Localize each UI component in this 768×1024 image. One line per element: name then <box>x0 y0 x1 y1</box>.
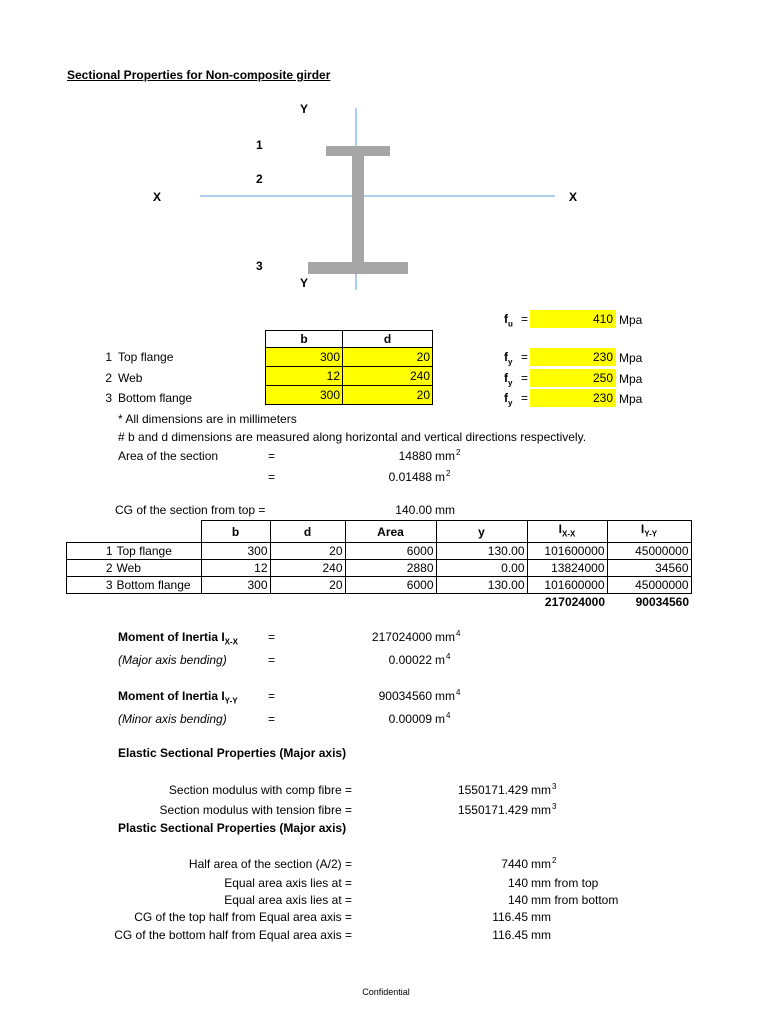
props-row-name: Top flange <box>115 543 202 560</box>
area-eq-1: = <box>268 449 276 463</box>
axis-x-left-label: X <box>153 190 162 204</box>
area-label: Area of the section <box>118 449 219 463</box>
props-cell-iyy: 34560 <box>607 560 691 577</box>
elastic-heading: Elastic Sectional Properties (Major axis) <box>118 746 347 760</box>
area-value-mm: 14880 <box>398 449 432 463</box>
half-area-unit: $mm^2$ <box>531 856 557 871</box>
iyy-label: Moment of Inertia $I_{Y-Y}$ <box>118 689 238 706</box>
props-cell-d: 20 <box>270 543 345 560</box>
props-cell-area: 6000 <box>345 577 436 594</box>
fy-eq-3: = <box>521 391 529 405</box>
axis-x-right-label: X <box>569 190 578 204</box>
props-row-num: 1 <box>67 543 115 560</box>
area-unit-m: $m^2$ <box>435 469 451 484</box>
props-row-name: Web <box>115 560 202 577</box>
bottom-flange-shape <box>308 262 408 274</box>
props-cell-y: 130.00 <box>436 577 527 594</box>
dim-row-name-1: Top flange <box>118 350 174 364</box>
eq-axis-bottom-value: 140 <box>507 893 528 907</box>
page-title: Sectional Properties for Non-composite girder <box>67 68 331 82</box>
props-row-num: 3 <box>67 577 115 594</box>
cg-bottom-half-value: 116.45 <box>492 928 528 942</box>
props-cell-b: 300 <box>201 543 270 560</box>
axis-y-top-label: Y <box>300 102 309 116</box>
fy-unit-3: Mpa <box>619 392 643 406</box>
props-row-num: 2 <box>67 560 115 577</box>
table-row <box>67 560 692 577</box>
tension-fibre-value: 1550171.429 <box>457 803 528 817</box>
dim-header-d: d <box>343 331 433 348</box>
cg-unit: mm <box>435 503 455 517</box>
props-cell-ixx: 13824000 <box>527 560 607 577</box>
props-total-ixx: 217024000 <box>544 595 605 610</box>
fy-label-1: $f_y$ <box>504 350 513 367</box>
ixx-eq: = <box>268 630 276 644</box>
tension-fibre-unit: $mm^3$ <box>531 802 557 817</box>
fy-value-cell-1[interactable]: 230 <box>530 348 616 366</box>
ixx-unit: $mm^4$ <box>435 629 461 644</box>
footer-confidential: Confidential <box>362 987 410 997</box>
props-cell-area: 2880 <box>345 560 436 577</box>
top-flange-shape <box>326 146 390 156</box>
eq-axis-top-label: Equal area axis lies at = <box>224 876 352 890</box>
props-cell-ixx: 101600000 <box>527 577 607 594</box>
cg-bottom-half-unit: mm <box>531 928 551 942</box>
fu-unit: Mpa <box>619 313 643 327</box>
iyy-eq: = <box>268 689 276 703</box>
dim-row-name-2: Web <box>118 371 143 385</box>
cg-label: CG of the section from top = <box>115 503 266 517</box>
dimensions-table <box>265 330 433 405</box>
note-dimensions-units: * All dimensions are in millimeters <box>118 412 297 426</box>
fy-label-2: $f_y$ <box>504 371 513 388</box>
fy-label-3: $f_y$ <box>504 391 513 408</box>
props-header-area: Area <box>345 521 436 543</box>
props-header-y: y <box>436 521 527 543</box>
props-cell-iyy: 45000000 <box>607 543 691 560</box>
props-row-name: Bottom flange <box>115 577 202 594</box>
eq-axis-top-unit: mm from top <box>531 876 599 890</box>
props-total-iyy: 90034560 <box>635 595 689 610</box>
half-area-label: Half area of the section (A/2) = <box>188 857 352 871</box>
minor-axis-label: (Minor axis bending) <box>118 712 227 726</box>
dim-cell-d-2[interactable]: 240 <box>343 367 433 386</box>
iyy-m-unit: $m^4$ <box>435 711 451 726</box>
iyy-m-eq: = <box>268 712 276 726</box>
part-label-2: 2 <box>256 172 263 186</box>
area-value-m: 0.01488 <box>388 470 432 484</box>
comp-fibre-value: 1550171.429 <box>457 783 528 797</box>
major-axis-label: (Major axis bending) <box>118 653 227 667</box>
props-header-ixx: $I_{X-X}$ <box>527 521 607 543</box>
dim-header-b: b <box>266 331 343 348</box>
table-row <box>67 577 692 594</box>
fy-unit-2: Mpa <box>619 372 643 386</box>
iyy-value: 90034560 <box>378 689 432 703</box>
ixx-label: Moment of Inertia $I_{X-X}$ <box>118 630 239 647</box>
iyy-unit: $mm^4$ <box>435 688 461 703</box>
props-header-d: d <box>270 521 345 543</box>
fu-value-cell[interactable]: 410 <box>530 310 616 328</box>
props-cell-b: 300 <box>201 577 270 594</box>
dim-cell-b-2[interactable]: 12 <box>266 367 343 386</box>
props-cell-y: 130.00 <box>436 543 527 560</box>
eq-axis-top-value: 140 <box>507 876 528 890</box>
dim-row-num-3: 3 <box>105 391 112 405</box>
plastic-heading: Plastic Sectional Properties (Major axis) <box>118 821 347 835</box>
web-shape <box>352 156 364 262</box>
ixx-m-value: 0.00022 <box>388 653 432 667</box>
comp-fibre-label: Section modulus with comp fibre = <box>168 783 352 797</box>
eq-axis-bottom-label: Equal area axis lies at = <box>224 893 352 907</box>
ixx-m-eq: = <box>268 653 276 667</box>
axis-y-bottom-label: Y <box>300 276 309 290</box>
fy-eq-1: = <box>521 350 529 364</box>
props-header-iyy: $I_{Y-Y}$ <box>607 521 691 543</box>
cg-bottom-half-label: CG of the bottom half from Equal area axis = <box>114 928 352 942</box>
dim-cell-b-1[interactable]: 300 <box>266 348 343 367</box>
fy-value-cell-2[interactable]: 250 <box>530 369 616 387</box>
dim-cell-d-3[interactable]: 20 <box>343 386 433 405</box>
props-cell-b: 12 <box>201 560 270 577</box>
dim-cell-b-3[interactable]: 300 <box>266 386 343 405</box>
tension-fibre-label: Section modulus with tension fibre = <box>159 803 352 817</box>
props-cell-area: 6000 <box>345 543 436 560</box>
iyy-m-value: 0.00009 <box>388 712 432 726</box>
area-eq-2: = <box>268 470 276 484</box>
dim-row-name-3: Bottom flange <box>118 391 193 405</box>
props-cell-ixx: 101600000 <box>527 543 607 560</box>
fy-value-cell-3[interactable]: 230 <box>530 389 616 407</box>
cg-value: 140.00 <box>395 503 432 517</box>
props-cell-iyy: 45000000 <box>607 577 691 594</box>
ixx-value: 217024000 <box>371 630 432 644</box>
part-label-3: 3 <box>256 259 263 273</box>
cg-top-half-label: CG of the top half from Equal area axis = <box>134 910 352 924</box>
props-cell-d: 20 <box>270 577 345 594</box>
fy-eq-2: = <box>521 371 529 385</box>
fy-unit-1: Mpa <box>619 351 643 365</box>
part-label-1: 1 <box>256 138 263 152</box>
cg-top-half-unit: mm <box>531 910 551 924</box>
ixx-m-unit: $m^4$ <box>435 652 451 667</box>
props-cell-d: 240 <box>270 560 345 577</box>
cg-top-half-value: 116.45 <box>492 910 528 924</box>
section-properties-table <box>66 520 692 610</box>
table-row <box>67 543 692 560</box>
fu-eq: = <box>521 312 529 326</box>
area-unit-mm: $mm^2$ <box>435 448 461 463</box>
props-cell-y: 0.00 <box>436 560 527 577</box>
half-area-value: 7440 <box>501 857 528 871</box>
props-header-b: b <box>201 521 270 543</box>
dim-row-num-1: 1 <box>105 350 112 364</box>
comp-fibre-unit: $mm^3$ <box>531 782 557 797</box>
i-section-diagram <box>0 0 768 300</box>
note-dimension-direction: # b and d dimensions are measured along horizontal and vertical directions respectively. <box>118 430 587 444</box>
eq-axis-bottom-unit: mm from bottom <box>531 893 619 907</box>
dim-cell-d-1[interactable]: 20 <box>343 348 433 367</box>
dim-row-num-2: 2 <box>105 371 112 385</box>
fu-label: $f_u$ <box>504 312 513 329</box>
